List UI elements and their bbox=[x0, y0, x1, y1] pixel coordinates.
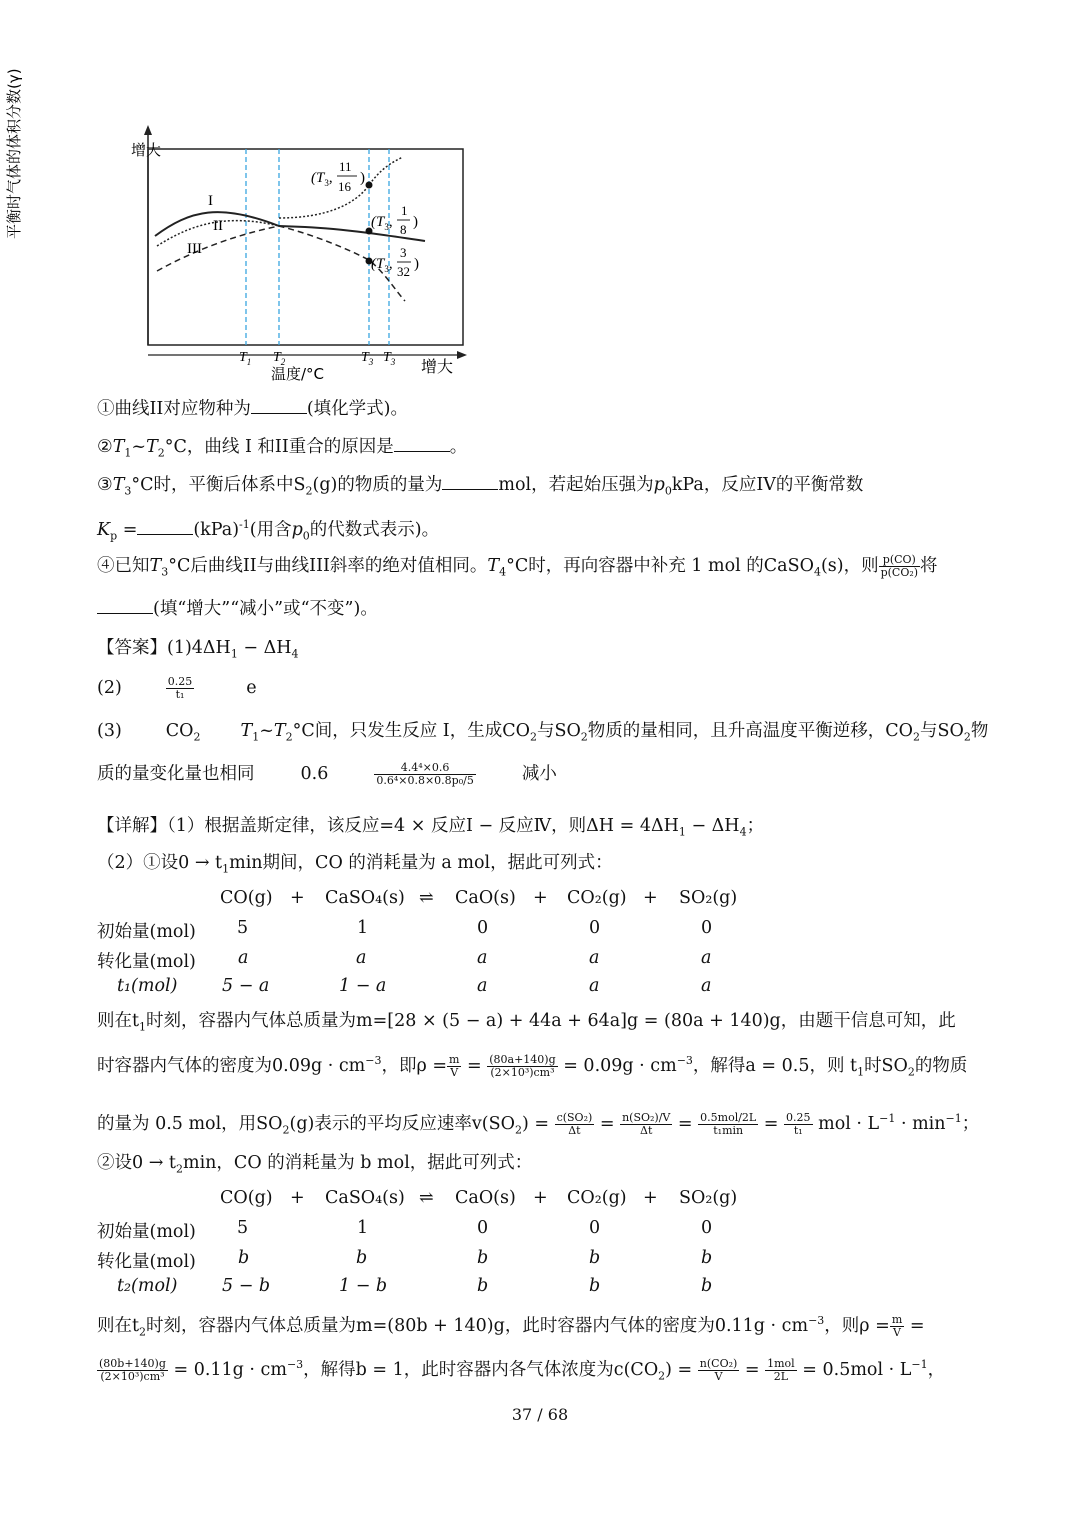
detail-2: （2）①设$0 \to t_1\min$期间，CO 的消耗量为 a mol，据此可列式： bbox=[97, 853, 613, 876]
svg-text:增大: 增大 bbox=[131, 141, 162, 159]
detail-1: 【详解】（1）根据盖斯定律，该反应=4 × 反应Ⅰ − 反应Ⅳ，则$\Delta H = 4\Delta H_1 - \Delta H_4$； bbox=[97, 816, 765, 839]
page-number: 37 / 68 bbox=[511, 1405, 569, 1424]
equilibrium-chart bbox=[5, 68, 475, 385]
detail-3: 则在$t_1$时刻，容器内气体总质量为m=[28 × (5 − a) + 44a + 64a]g = (80a + 140)g，由题干信息可知，此 bbox=[97, 1011, 956, 1034]
detail-8: $\frac{(80b+140)g}{\text{(2×10³)cm³}}$ = $0.11g \cdot cm^{-3}$，解得b = 1，此时容器内各气体浓度为$c(CO_2)$ = $\frac{\text{n(CO₂)}}{V}$ = $\frac{\text{1mol}}{2L}$ = $0.5mol \cdot L^{-1}$， bbox=[99, 1356, 946, 1383]
svg-text:III: III bbox=[187, 241, 202, 257]
detail-7: 则在$t_2$时刻，容器内气体总质量为m=(80b + 140)g，此时容器内气体的密度为$0.11g \cdot cm^{-3}$，则ρ = $\frac{m}{V}$ = bbox=[97, 1312, 925, 1339]
svg-text:T3: $T_3$ bbox=[361, 350, 374, 367]
svg-text:温度/°C: 温度/°C bbox=[271, 365, 325, 383]
svg-text:8: 8 bbox=[400, 222, 407, 237]
svg-text:): ) bbox=[413, 214, 418, 230]
detail-5: 的量为 0.5 mol，用$SO_2(g)$表示的平均反应速率$v(SO_2)$ = $\frac{\text{c(SO₂)}}{\Delta t}$ = $\frac{\text{n(SO₂)/V}}{\Delta t}$ = $\frac{\text{0.5mol/2L}}{\text{t₁min}}$ = $\frac{0.25}{\text{t₁}}$ mol · $L^{-1} \cdot \min^{-1}$； bbox=[97, 1110, 980, 1137]
svg-text:): ) bbox=[414, 256, 419, 272]
svg-text:II: II bbox=[213, 218, 223, 234]
question-4: ④已知$T_3^\circ C$后曲线II与曲线III斜率的绝对值相同。$T_4^\circ C$时，再向容器中补充 1 mol 的CaSO$_4$(s)，则 $\frac{p(CO)}{\text{p(CO₂)}}$ 将 bbox=[97, 553, 938, 579]
answer-1: 【答案】$(1)4\Delta H_1 - \Delta H_4$ bbox=[97, 638, 299, 661]
svg-text:11: 11 bbox=[339, 159, 352, 174]
svg-text:): ) bbox=[360, 170, 365, 186]
svg-text:T1: $T_1$ bbox=[239, 350, 252, 367]
answer-4: 质的量变化量也相同 0.6 $\frac{\text{4.4⁴×0.6}}{\text{0.6⁴×0.8×0.8p₀/5}}$ 减小 bbox=[97, 761, 557, 787]
detail-4: 时容器内气体的密度为$0.09g \cdot cm^{-3}$，即ρ = $\frac{m}{V}$ = $\frac{(80a+140)g}{\text{(2×10³)cm³}}$ = $0.09g \cdot cm^{-3}$，解得a = 0.5，则 $t_1$时$SO_2$的物质 bbox=[97, 1052, 968, 1079]
svg-text:增大: 增大 bbox=[421, 357, 454, 376]
svg-text:I: I bbox=[208, 193, 213, 209]
svg-text:1: 1 bbox=[401, 203, 408, 218]
frac-q4: $\frac{p(CO)}{\text{p(CO₂)}}$ bbox=[880, 553, 919, 579]
svg-text:(T3,: ($T_3$, bbox=[371, 214, 393, 232]
svg-text:16: 16 bbox=[338, 179, 351, 194]
answer-2: (2) $\frac{0.25}{\text{t₁}}$ e bbox=[97, 675, 257, 701]
question-4-cont: (填“增大”“减小”或“不变”)。 bbox=[97, 598, 378, 620]
svg-text:平衡时气体的体积分数(γ): 平衡时气体的体积分数(γ) bbox=[5, 68, 23, 239]
question-2: $②T_1\sim T_2^\circ C$，曲线 I 和II重合的原因是 。 bbox=[97, 437, 468, 460]
svg-text:32: 32 bbox=[397, 264, 410, 279]
question-3-cont: $K_p = (kPa)^{-1}$(用含$p_0$的代数式表示)。 bbox=[97, 518, 440, 543]
svg-text:T3: $T_3$ bbox=[383, 350, 396, 367]
svg-text:(T3,: ($T_3$, bbox=[371, 256, 393, 274]
svg-text:T2: $T_2$ bbox=[273, 350, 286, 367]
answer-3: (3) $CO_2$ $T_1\sim T_2^\circ C$间，只发生反应 I，生成$CO_2$与$SO_2$物质的量相同，且升高温度平衡逆移，$CO_2$与$SO_2$物 bbox=[97, 721, 989, 744]
svg-text:(T3,: ($T_3$, bbox=[311, 170, 333, 188]
question-1: ①曲线II对应物种为 (填化学式)。 bbox=[97, 399, 408, 419]
svg-text:3: 3 bbox=[400, 245, 407, 260]
detail-6: ②设$0 \to t_2\min$，CO 的消耗量为 b mol，据此可列式： bbox=[97, 1153, 533, 1176]
question-3: $③T_3^\circ C$时，平衡后体系中$S_2(g)$的物质的量为 mol，若起始压强为$p_0kPa$，反应IV的平衡常数 bbox=[97, 475, 864, 498]
